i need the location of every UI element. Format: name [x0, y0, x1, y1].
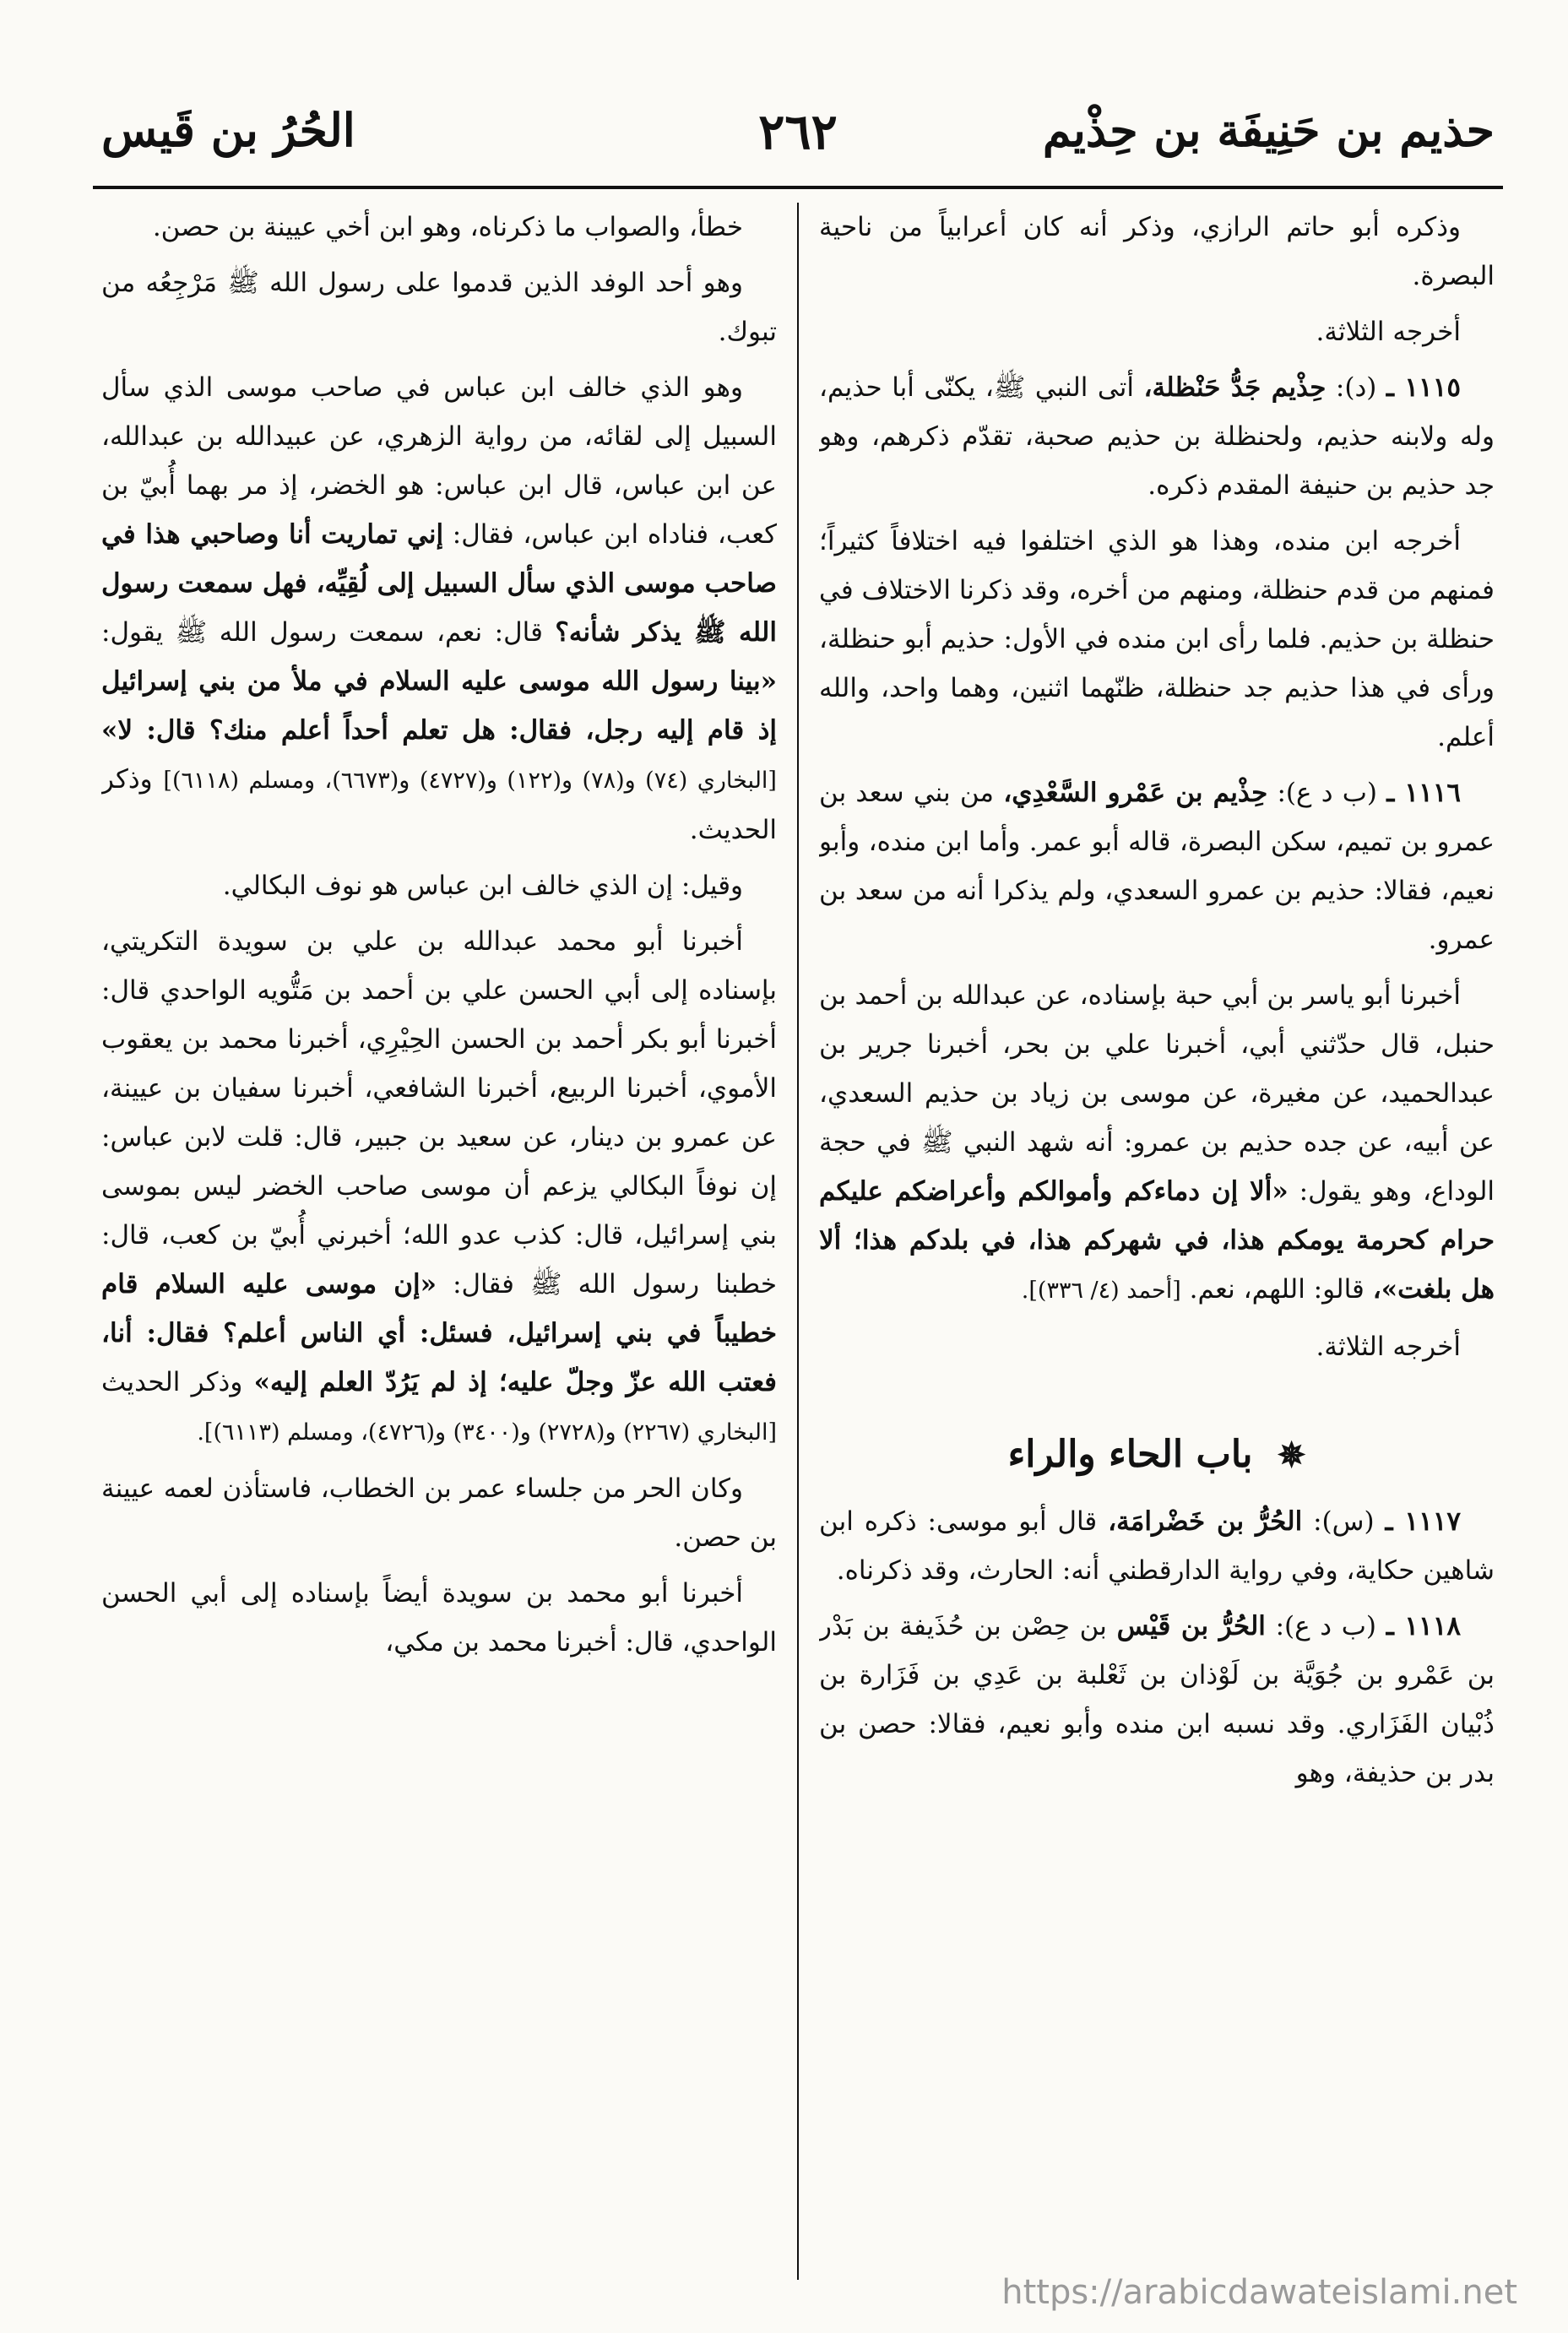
entry-heading: حِذْيم بن عَمْرو السَّعْدِي، [1003, 778, 1268, 808]
running-header [93, 93, 1503, 189]
paragraph: وكان الحر من جلساء عمر بن الخطاب، فاستأذن لعمه عيينة بن حصن. [101, 1473, 777, 1553]
paragraph: وقيل: إن الذي خالف ابن عباس هو نوف البكالي. [222, 871, 743, 901]
entry-tag: (س): [1313, 1506, 1375, 1537]
header-left-title: الحُرُ بن قَيس [101, 103, 355, 157]
dialogue-text: إني تماريت أنا وصاحبي هذا في صاحب موسى الذي سأل السبيل إلى لُقِيِّه، فهل سمعت رسول الله ﷺ يذكر شأنه؟ [101, 519, 777, 648]
paragraph: أخرجه ابن منده، وهذا هو الذي اختلفوا فيه اختلافاً كثيراً؛ فمنهم من قدم حنظلة، ومنهم من أخره، وقد ذكرنا الاختلاف في حنظلة بن حذيم. فلما رأى ابن منده في الأول: حذيم أبو حنظلة، ورأى في هذا حذيم جد حنظلة، ظنّهما اثنين، وهما واحد، والله أعلم. [819, 526, 1495, 752]
entry-1116 [819, 768, 1495, 964]
header-right-title: حذيم بن حَنِيفَة بن حِذْيم [1042, 103, 1495, 157]
entry-heading: الحُرُّ بن قَيْس [1116, 1611, 1266, 1641]
source-citation: [البخاري (٢٢٦٧) و(٢٧٢٨) و(٣٤٠٠) و(٤٧٢٦)، ومسلم (٦١١٣)]. [197, 1419, 777, 1446]
paragraph: أخرجه الثلاثة. [1316, 317, 1461, 347]
paragraph: أخبرنا أبو محمد بن سويدة أيضاً بإسناده إلى أبي الحسن الواحدي، قال: أخبرنا محمد بن مكي، [101, 1578, 777, 1658]
entry-text: من بني سعد بن عمرو بن تميم، سكن البصرة، قاله أبو عمر. وأما ابن منده، وأبو نعيم، فقالا: حذيم بن عمرو السعدي، ولم يذكرا أنه من سعد بن عمرو. [819, 778, 1495, 955]
entry-number: ١١١٦ ـ [1386, 778, 1462, 808]
column-divider [797, 203, 799, 2280]
section-heading [819, 1430, 1495, 1480]
entry-tag: (ب د ع): [1277, 778, 1377, 808]
page-number: ٢٦٢ [758, 103, 838, 160]
paragraph: وذكره أبو حاتم الرازي، وذكر أنه كان أعرابياً من ناحية البصرة. [819, 212, 1495, 291]
paragraph: أخرجه الثلاثة. [1316, 1332, 1461, 1362]
right-column [819, 203, 1495, 2280]
entry-number: ١١١٨ ـ [1386, 1611, 1462, 1641]
hadith-text: قالو: اللهم، نعم. [1189, 1274, 1365, 1305]
hadith-quote: «بينا رسول الله موسى عليه السلام في ملأ من بني إسرائيل إذ قام إليه رجل، فقال: هل تعلم أحداً أعلم منك؟ قال: لا» [101, 666, 777, 746]
narrative-text: قال: نعم، سمعت رسول الله ﷺ يقول: [101, 617, 543, 648]
narrative-text: وذكر الحديث. [101, 764, 777, 845]
book-page [93, 68, 1503, 2305]
entry-number: ١١١٥ ـ [1386, 372, 1462, 403]
watermark-url: https://arabicdawateislami.net [1001, 2273, 1517, 2312]
star-icon: ✵ [1277, 1435, 1306, 1475]
entry-tag: (د): [1335, 372, 1377, 403]
paragraph: خطأ، والصواب ما ذكرناه، وهو ابن أخي عيينة بن حصن. [152, 212, 743, 242]
entry-text: قال أبو موسى: ذكره ابن شاهين حكاية، وفي رواية الدارقطني أنه: الحارث، وقد ذكرناه. [819, 1506, 1495, 1586]
hadith-paragraph [101, 917, 777, 1457]
section-title: باب الحاء والراء [1007, 1433, 1253, 1476]
hadith-quote: «ألا إن دماءكم وأموالكم وأعراضكم عليكم حرام كحرمة يومكم هذا، في شهركم هذا، في بلدكم هذا؛ ألا هل بلغت»، [819, 1176, 1495, 1305]
hadith-paragraph [101, 363, 777, 855]
narrative-text: وهو الذي خالف ابن عباس في صاحب موسى الذي سأل السبيل إلى لقائه، من رواية الزهري، عن عبيدالله بن عبدالله، عن ابن عباس، قال ابن عباس: هو الخضر، إذ مر بهما أُبيّ بن كعب، فناداه ابن عباس، فقال: [101, 372, 777, 550]
entry-1115 [819, 363, 1495, 510]
narrative-text: وذكر الحديث [101, 1367, 243, 1397]
source-citation: [البخاري (٧٤) و(٧٨) و(١٢٢) و(٤٧٢٧) و(٦٦٧٣)، ومسلم (٦١١٨)] [163, 768, 777, 794]
entry-heading: حِذْيم جَدُّ حَنْظلة، [1143, 372, 1327, 403]
entry-1118 [819, 1602, 1495, 1798]
entry-heading: الحُرُّ بن خَضْرامَة، [1108, 1506, 1303, 1537]
entry-text: أتى النبي ﷺ، يكنّى أبا حذيم، وله ولابنه حذيم، ولحنظلة بن حذيم صحبة، تقدّم ذكرهم، وهو جد حذيم بن حنيفة المقدم ذكره. [819, 372, 1495, 501]
entry-tag: (ب د ع): [1275, 1611, 1377, 1641]
hadith-paragraph [819, 971, 1495, 1316]
entry-1117 [819, 1497, 1495, 1595]
paragraph: وهو أحد الوفد الذين قدموا على رسول الله ﷺ مَرْجِعُه من تبوك. [101, 268, 777, 347]
entry-text: بن حِصْن بن حُذَيفة بن بَدْر بن عَمْرو بن جُوَيَّة بن لَوْذان بن ثَعْلبة بن عَدِي بن فَزَارة بن ذُبْيان الفَزَاري. وقد نسبه ابن منده وأبو نعيم، فقالا: حصن بن بدر بن حذيفة، وهو [819, 1611, 1495, 1788]
left-column [101, 203, 777, 2280]
entry-number: ١١١٧ ـ [1385, 1506, 1462, 1537]
isnad-text: أخبرنا أبو ياسر بن أبي حبة بإسناده، عن عبدالله بن أحمد بن حنبل، قال حدّثني أبي، أخبرنا علي بن بحر، أخبرنا جرير بن عبدالحميد، عن مغيرة، عن موسى بن زياد بن حذيم السعدي، عن أبيه، عن جده حذيم بن عمرو: أنه شهد النبي ﷺ في حجة الوداع، وهو يقول: [819, 980, 1495, 1207]
source-citation: [أحمد (٤/ ٣٣٦)]. [1021, 1278, 1181, 1304]
hadith-quote: «إن موسى عليه السلام قام خطيباً في بني إسرائيل، فسئل: أي الناس أعلم؟ فقال: أنا، فعتب الله عزّ وجلّ عليه؛ إذ لم يَرُدّ العلم إليه» [101, 1269, 777, 1397]
isnad-text: أخبرنا أبو محمد عبدالله بن علي بن سويدة التكريتي، بإسناده إلى أبي الحسن علي بن أحمد بن مَتُّويه الواحدي قال: أخبرنا أبو بكر أحمد بن الحسن الحِيْرِي، أخبرنا محمد بن يعقوب الأموي، أخبرنا الربيع، أخبرنا الشافعي، أخبرنا سفيان بن عيينة، عن عمرو بن دينار، عن سعيد بن جبير، قال: قلت لابن عباس: إن نوفاً البكالي يزعم أن موسى صاحب الخضر ليس بموسى بني إسرائيل، قال: كذب عدو الله؛ أخبرني أُبيّ بن كعب، قال: خطبنا رسول الله ﷺ فقال: [101, 926, 777, 1299]
